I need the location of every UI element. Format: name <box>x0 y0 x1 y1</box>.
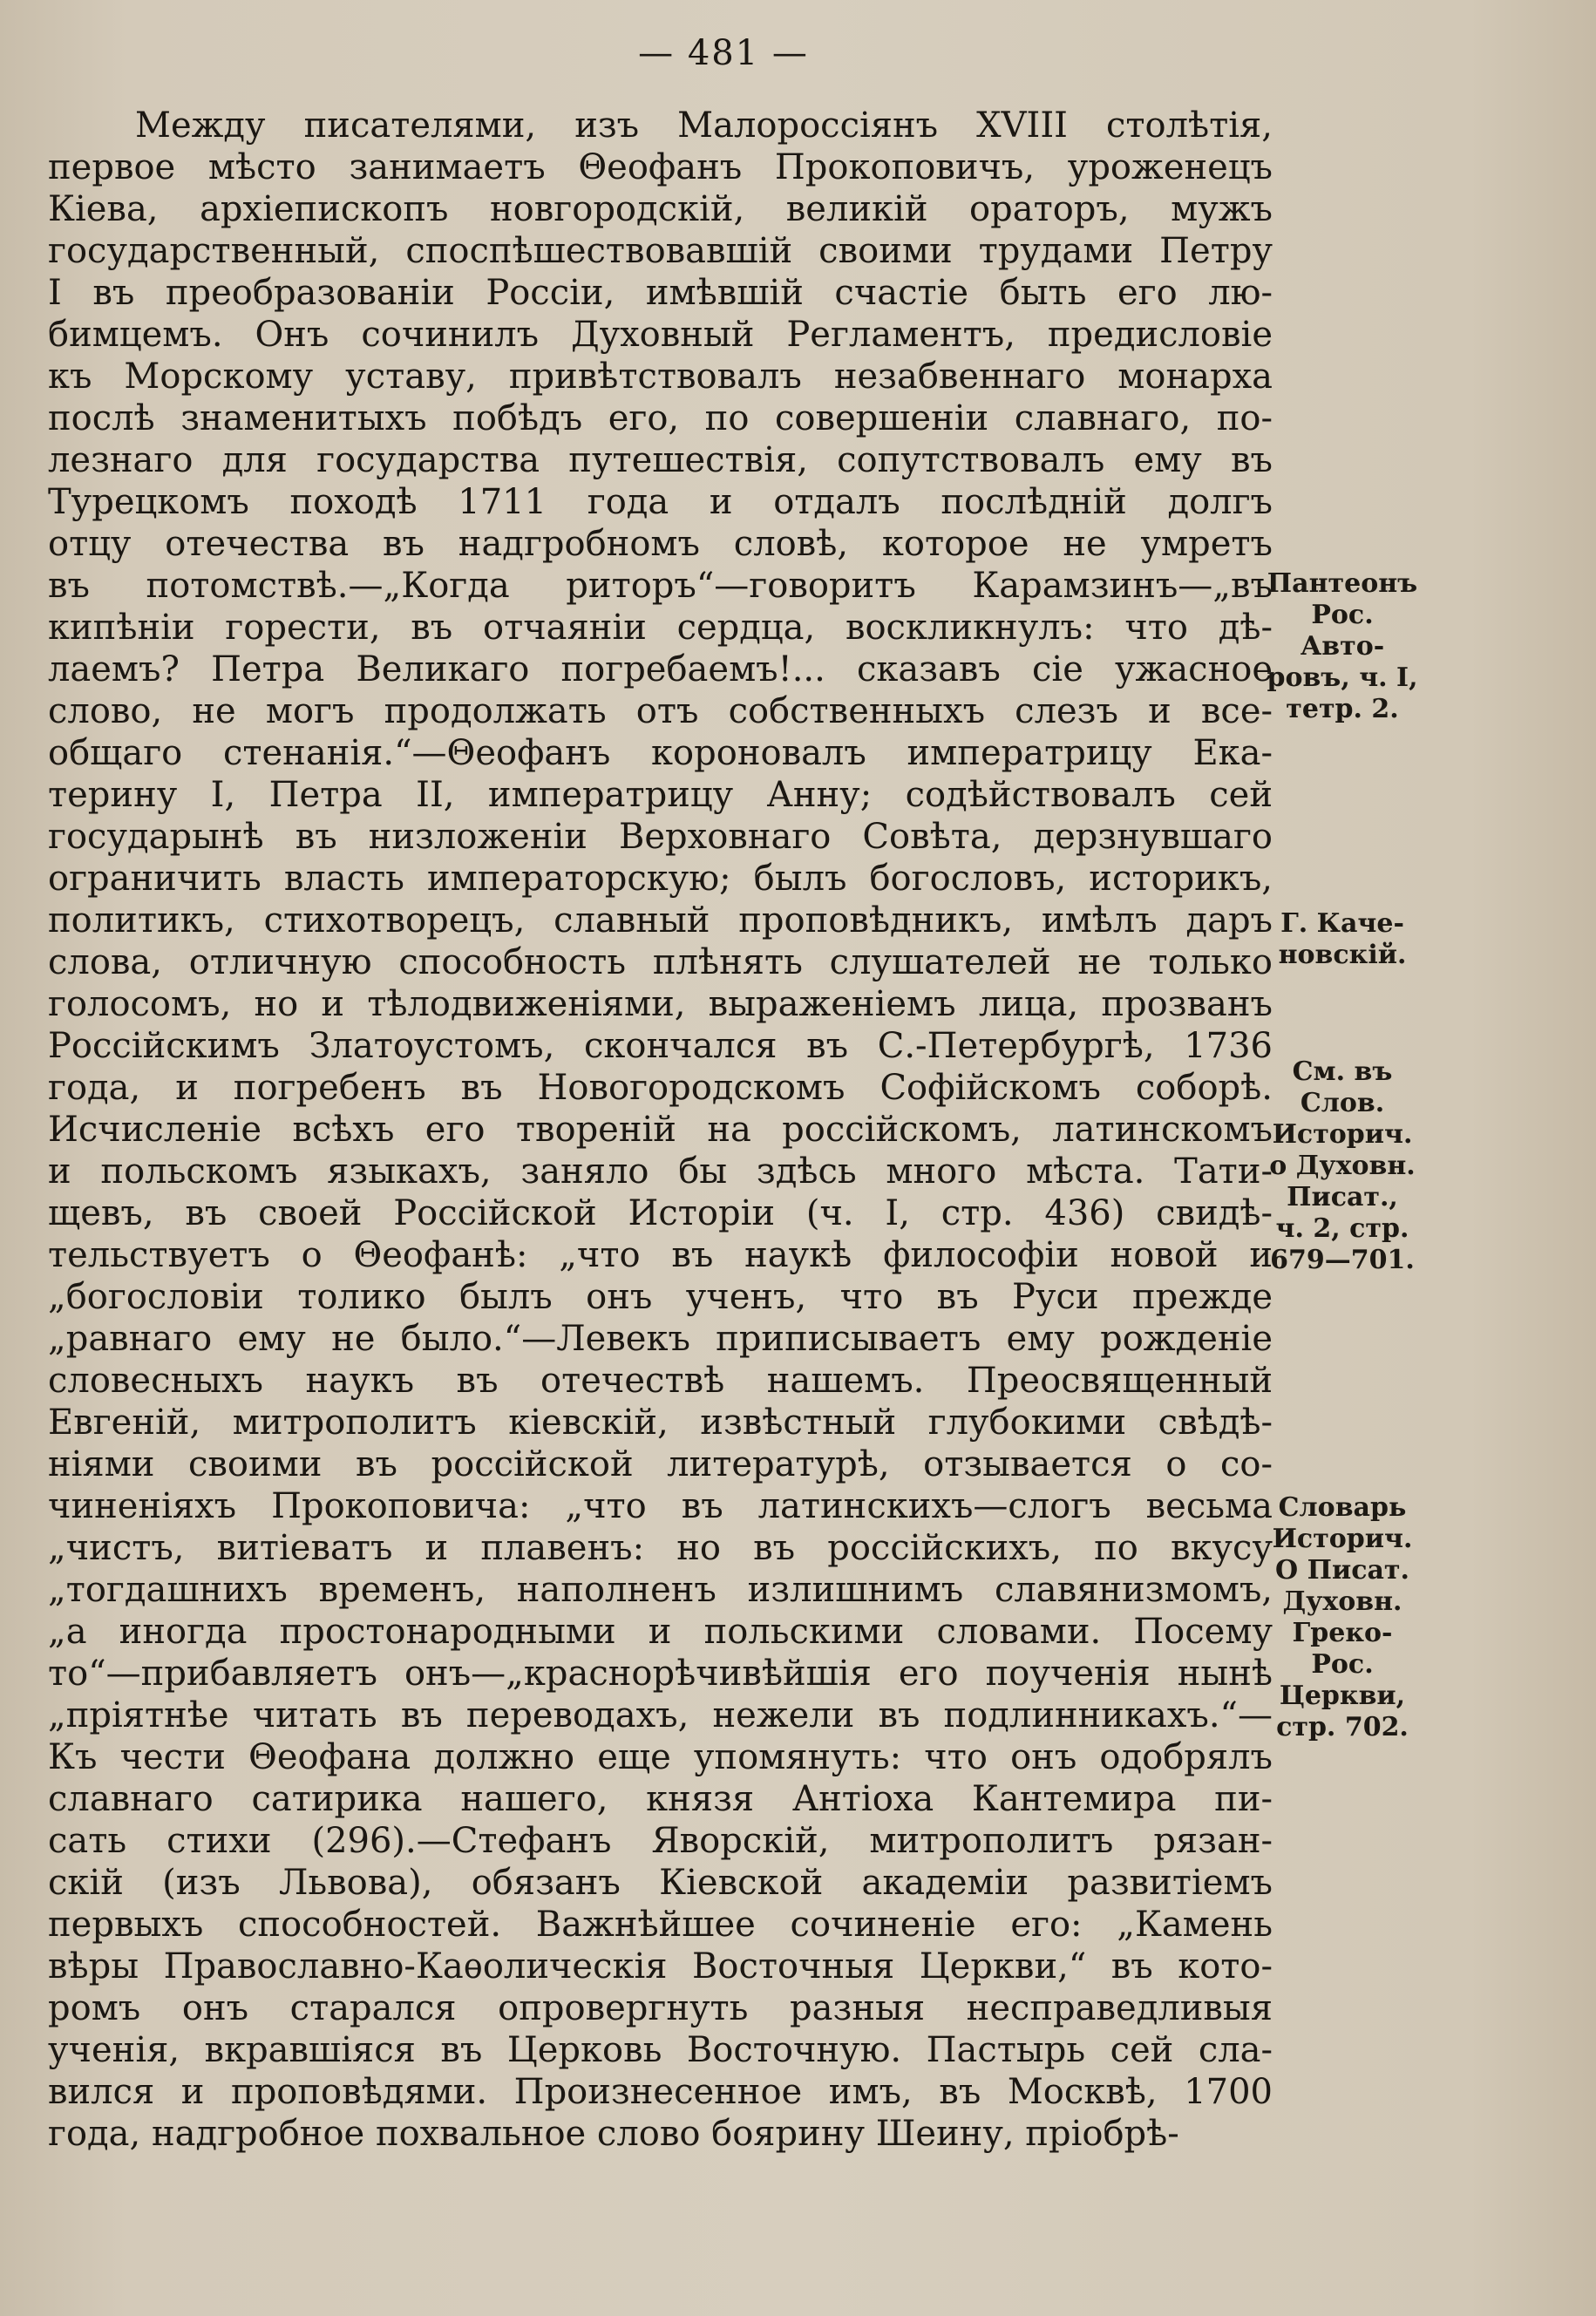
text-line: отцу отечества въ надгробномъ словѣ, которое не умретъ <box>48 524 1273 564</box>
text-line: слова, отличную способность плѣнять слушателей не только <box>48 942 1273 982</box>
text-line: ученія, вкравшіяся въ Церковь Восточную. Пастырь сей сла- <box>48 2030 1273 2070</box>
text-line: терину I, Петра II, императрицу Анну; содѣйствовалъ сей <box>48 775 1273 815</box>
page-number: — 481 — <box>638 33 809 73</box>
margin-note-kachenovsky: Г. Каче- новскій. <box>1278 908 1407 970</box>
text-line: и польскомъ языкахъ, заняло бы здѣсь много мѣста. Тати- <box>48 1151 1273 1192</box>
text-line: Между писателями, изъ Малороссіянъ XVIII столѣтія, <box>135 105 1273 146</box>
text-line: лезнаго для государства путешествія, сопутствовалъ ему въ <box>48 440 1273 480</box>
text-line: тельствуетъ о Θеофанѣ: „что въ наукѣ философіи новой и <box>48 1235 1273 1275</box>
text-line: Къ чести Θеофана должно еще упомянуть: что онъ одобрялъ <box>48 1737 1273 1777</box>
text-line: Исчисленіе всѣхъ его твореній на россійскомъ, латинскомъ <box>48 1110 1273 1150</box>
text-line: чиненіяхъ Прокоповича: „что въ латинскихъ—слогъ весьма <box>48 1486 1273 1526</box>
text-line: ромъ онъ старался опровергнуть разныя несправедливыя <box>48 1988 1273 2028</box>
text-line: Россійскимъ Златоустомъ, скончался въ С.-Петербургѣ, 1736 <box>48 1026 1273 1066</box>
text-line: года, надгробное похвальное слово боярину Шеину, пріобрѣ- <box>48 2114 1179 2154</box>
text-line: къ Морскому уставу, привѣтствовалъ незабвеннаго монарха <box>48 357 1273 397</box>
text-line: общаго стенанія.“—Θеофанъ короновалъ императрицу Ека- <box>48 733 1273 773</box>
text-line: кипѣніи горести, въ отчаяніи сердца, воскликнулъ: что дѣ- <box>48 608 1273 648</box>
text-line: государынѣ въ низложеніи Верховнаго Совѣта, дерзнувшаго <box>48 817 1273 857</box>
text-line: „богословіи толико былъ онъ ученъ, что въ Руси прежде <box>48 1277 1273 1317</box>
text-line: бимцемъ. Онъ сочинилъ Духовный Регламентъ, предисловіе <box>48 315 1273 355</box>
text-line: „равнаго ему не было.“—Левекъ приписываетъ ему рожденіе <box>48 1319 1273 1359</box>
text-line: сать стихи (296).—Стефанъ Яворскій, митрополитъ рязан- <box>48 1821 1273 1861</box>
text-line: государственный, споспѣшествовавшій своими трудами Петру <box>48 231 1273 271</box>
text-line: „а иногда простонародными и польскими словами. Посему <box>48 1612 1273 1652</box>
text-line: славнаго сатирика нашего, князя Антіоха Кантемира пи- <box>48 1779 1273 1819</box>
text-line: слово, не могъ продолжать отъ собственныхъ слезъ и все- <box>48 691 1273 731</box>
text-line: вился и проповѣдями. Произнесенное имъ, въ Москвѣ, 1700 <box>48 2072 1273 2112</box>
text-line: въ потомствѣ.—„Когда риторъ“—говоритъ Карамзинъ—„въ <box>48 566 1273 606</box>
text-line: политикъ, стихотворецъ, славный проповѣдникъ, имѣлъ даръ <box>48 900 1273 941</box>
text-line: Евгеній, митрополитъ кіевскій, извѣстный глубокими свѣдѣ- <box>48 1403 1273 1443</box>
margin-note-slovar-1: См. въ Слов. Историч. о Духовн. Писат., ч. 2, стр. 679—701. <box>1269 1056 1416 1275</box>
text-line: скій (изъ Львова), обязанъ Кіевской академіи развитіемъ <box>48 1863 1273 1903</box>
text-line: вѣры Православно-Каѳолическія Восточныя Церкви,“ въ кото- <box>48 1946 1273 1987</box>
body-text <box>48 105 1273 2155</box>
text-line: „тогдашнихъ временъ, наполненъ излишнимъ славянизмомъ, <box>48 1570 1273 1610</box>
text-line: щевъ, въ своей Россійской Исторіи (ч. I, стр. 436) свидѣ- <box>48 1193 1273 1233</box>
text-line: ніями своими въ россійской литературѣ, отзывается о со- <box>48 1444 1273 1484</box>
text-line: Кіева, архіепископъ новгородскій, великій ораторъ, мужъ <box>48 189 1273 229</box>
text-line: года, и погребенъ въ Новогородскомъ Софійскомъ соборѣ. <box>48 1068 1273 1108</box>
text-line: первыхъ способностей. Важнѣйшее сочиненіе его: „Камень <box>48 1905 1273 1945</box>
text-line: послѣ знаменитыхъ побѣдъ его, по совершеніи славнаго, по- <box>48 398 1273 438</box>
text-line: лаемъ? Петра Великаго погребаемъ!... сказавъ сіе ужасное <box>48 649 1273 689</box>
text-line: Турецкомъ походѣ 1711 года и отдалъ послѣдній долгъ <box>48 482 1273 522</box>
text-line: словесныхъ наукъ въ отечествѣ нашемъ. Преосвященный <box>48 1361 1273 1401</box>
margin-note-pantheon: Пантеонъ Рос. Авто- ровъ, ч. I, тетр. 2. <box>1267 568 1418 724</box>
text-line: первое мѣсто занимаетъ Θеофанъ Прокоповичъ, уроженецъ <box>48 147 1273 187</box>
text-line: голосомъ, но и тѣлодвиженіями, выраженіемъ лица, прозванъ <box>48 984 1273 1024</box>
text-line: I въ преобразованіи Россіи, имѣвшій счастіе быть его лю- <box>48 273 1273 313</box>
text-line: ограничить власть императорскую; былъ богословъ, историкъ, <box>48 859 1273 899</box>
text-line: „чистъ, витіеватъ и плавенъ: но въ россійскихъ, по вкусу <box>48 1528 1273 1568</box>
text-line: „пріятнѣе читать въ переводахъ, нежели въ подлинникахъ.“— <box>48 1695 1273 1735</box>
text-line: то“—прибавляетъ онъ—„краснорѣчивѣйшія его поученія нынѣ <box>48 1654 1273 1694</box>
margin-note-slovar-2: Словарь Историч. О Писат. Духовн. Греко- Рос. Церкви, стр. 702. <box>1272 1492 1413 1742</box>
